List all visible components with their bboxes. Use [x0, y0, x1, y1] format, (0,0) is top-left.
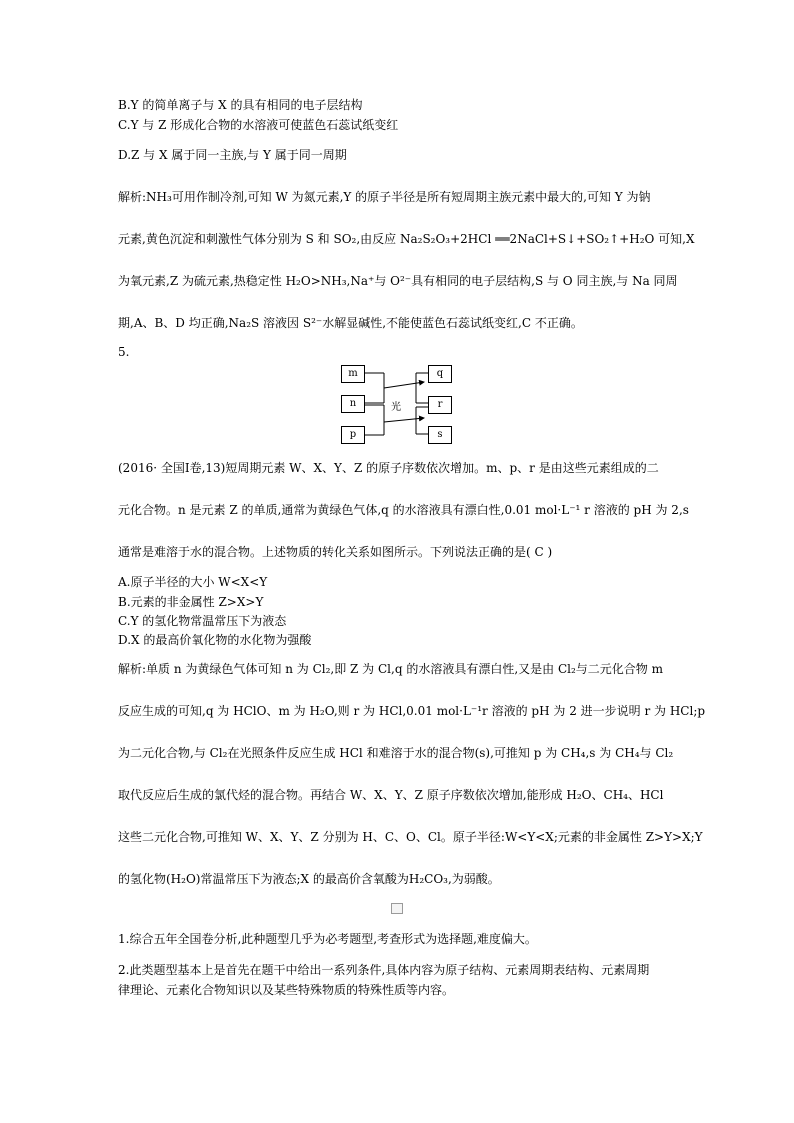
- summary-point-2-line-1: 2.此类题型基本上是首先在题干中给出一系列条件,具体内容为原子结构、元素周期表结构、元素周期: [118, 963, 650, 977]
- analysis-prev-line-4: 期,A、B、D 均正确,Na₂S 溶液因 S²⁻水解显碱性,不能使蓝色石蕊试纸变红,C 不正确。: [118, 316, 583, 330]
- option-d-prev: D.Z 与 X 属于同一主族,与 Y 属于同一周期: [118, 148, 347, 162]
- question-stem-line-2: 元化合物。n 是元素 Z 的单质,通常为黄绿色气体,q 的水溶液具有漂白性,0.01 mol·L⁻¹ r 溶液的 pH 为 2,s: [118, 503, 689, 517]
- image-placeholder-icon: [391, 903, 403, 914]
- box-n: n: [341, 395, 365, 413]
- analysis-prev-line-1: 解析:NH₃可用作制冷剂,可知 W 为氮元素,Y 的原子半径是所有短周期主族元素中最大的,可知 Y 为钠: [118, 190, 651, 204]
- box-s: s: [428, 426, 452, 444]
- option-a: A.原子半径的大小 W<X<Y: [118, 575, 268, 589]
- option-b: B.元素的非金属性 Z>X>Y: [118, 595, 264, 609]
- analysis-line-1: 解析:单质 n 为黄绿色气体可知 n 为 Cl₂,即 Z 为 Cl,q 的水溶液具有漂白性,又是由 Cl₂与二元化合物 m: [118, 662, 663, 676]
- reaction-diagram: [340, 362, 460, 446]
- summary-point-2-line-2: 律理论、元素化合物知识以及某些特殊物质的特殊性质等内容。: [118, 983, 455, 997]
- analysis-line-6: 的氢化物(H₂O)常温常压下为液态;X 的最高价含氧酸为H₂CO₃,为弱酸。: [118, 872, 500, 886]
- summary-point-1: 1.综合五年全国卷分析,此种题型几乎为必考题型,考查形式为选择题,难度偏大。: [118, 932, 537, 946]
- option-b-prev: B.Y 的简单离子与 X 的具有相同的电子层结构: [118, 98, 363, 112]
- question-stem-line-3: 通常是难溶于水的混合物。上述物质的转化关系如图所示。下列说法正确的是( C ): [118, 545, 553, 559]
- analysis-prev-line-2: 元素,黄色沉淀和刺激性气体分别为 S 和 SO₂,由反应 Na₂S₂O₃+2HCl ══2NaCl+S↓+SO₂↑+H₂O 可知,X: [118, 232, 695, 246]
- option-d: D.X 的最高价氧化物的水化物为强酸: [118, 633, 312, 647]
- light-label: 光: [391, 402, 401, 413]
- analysis-line-3: 为二元化合物,与 Cl₂在光照条件反应生成 HCl 和难溶于水的混合物(s),可推知 p 为 CH₄,s 为 CH₄与 Cl₂: [118, 746, 674, 760]
- analysis-line-2: 反应生成的可知,q 为 HClO、m 为 H₂O,则 r 为 HCl,0.01 mol·L⁻¹r 溶液的 pH 为 2 进一步说明 r 为 HCl;p: [118, 704, 706, 718]
- box-q: q: [428, 365, 452, 383]
- analysis-prev-line-3: 为氧元素,Z 为硫元素,热稳定性 H₂O>NH₃,Na⁺与 O²⁻具有相同的电子层结构,S 与 O 同主族,与 Na 同周: [118, 274, 678, 288]
- question-number: 5.: [118, 345, 130, 359]
- box-p: p: [341, 426, 365, 444]
- option-c: C.Y 的氢化物常温常压下为液态: [118, 614, 287, 628]
- option-c-prev: C.Y 与 Z 形成化合物的水溶液可使蓝色石蕊试纸变红: [118, 118, 399, 132]
- analysis-line-4: 取代反应后生成的氯代烃的混合物。再结合 W、X、Y、Z 原子序数依次增加,能形成 H₂O、CH₄、HCl: [118, 788, 664, 802]
- box-m: m: [341, 365, 365, 383]
- box-r: r: [428, 396, 452, 414]
- question-stem-line-1: (2016· 全国Ⅰ卷,13)短周期元素 W、X、Y、Z 的原子序数依次增加。m、p、r 是由这些元素组成的二: [118, 461, 659, 475]
- analysis-line-5: 这些二元化合物,可推知 W、X、Y、Z 分别为 H、C、O、Cl。原子半径:W<Y<X;元素的非金属性 Z>Y>X;Y: [118, 830, 703, 844]
